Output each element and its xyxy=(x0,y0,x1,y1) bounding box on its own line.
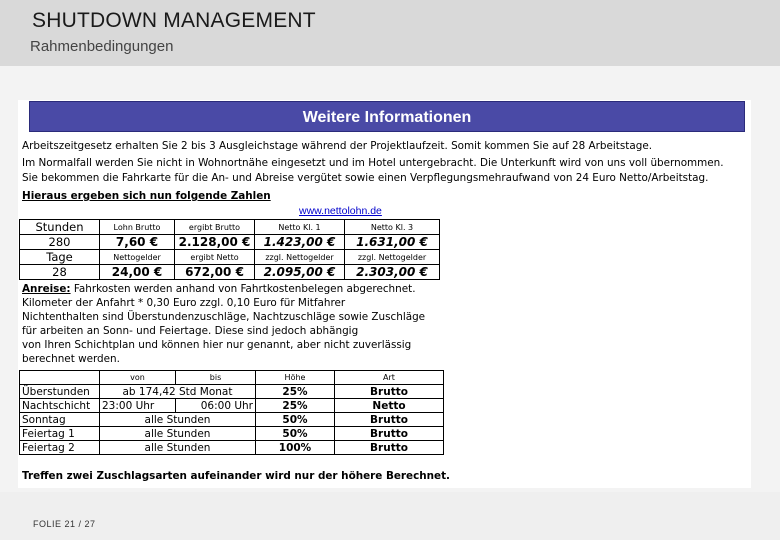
travel-label: Anreise: xyxy=(22,283,71,295)
surcharge-header-hoehe: Höhe xyxy=(256,371,335,385)
pay-value-zzgl-3: 2.303,00 € xyxy=(345,265,440,280)
travel-line-6: berechnet werden. xyxy=(22,353,120,365)
pay-header-ergibt-brutto: ergibt Brutto xyxy=(175,220,255,235)
slide-number: FOLIE 21 / 27 xyxy=(33,519,96,529)
travel-line-1 xyxy=(22,283,416,295)
surcharge-row-range: ab 174,42 Std Monat xyxy=(100,385,256,399)
surcharge-table xyxy=(19,370,444,455)
surcharge-header-art: Art xyxy=(335,371,444,385)
intro-line-3: Sie bekommen die Fahrkarte für die An- und Abreise vergütet sowie einen Verpflegungsmehraufwand von 24 Euro Netto/Arbeitstag. xyxy=(22,172,709,184)
surcharge-row-art: Brutto xyxy=(335,413,444,427)
surcharge-row-art: Netto xyxy=(335,399,444,413)
surcharge-row-hoehe: 25% xyxy=(256,385,335,399)
travel-line-4: für arbeiten an Sonn- und Feiertage. Diese sind jedoch abhängig xyxy=(22,325,359,337)
surcharge-row-von: 23:00 Uhr xyxy=(100,399,176,413)
surcharge-row-range: alle Stunden xyxy=(100,441,256,455)
numbers-heading: Hieraus ergeben sich nun folgende Zahlen xyxy=(22,190,271,202)
surcharge-header-von: von xyxy=(100,371,176,385)
travel-line-3: Nichtenthalten sind Überstundenzuschläge, Nachtzuschläge sowie Zuschläge xyxy=(22,311,426,323)
intro-line-2: Im Normalfall werden Sie nicht in Wohnortnähe eingesetzt und im Hotel untergebracht. Die Unterkunft wird von uns voll übernommen. xyxy=(22,157,724,169)
surcharge-row-name: Überstunden xyxy=(20,385,100,399)
surcharge-row-name: Feiertag 1 xyxy=(20,427,100,441)
pay-left-1: Stunden xyxy=(20,220,100,235)
pay-value-zzgl-1: 2.095,00 € xyxy=(255,265,345,280)
pay-table xyxy=(19,219,440,280)
pay-left-3: Tage xyxy=(20,250,100,265)
surcharge-row-bis: 06:00 Uhr xyxy=(176,399,256,413)
surcharge-row-range: alle Stunden xyxy=(100,413,256,427)
pay-header-zzgl-1: zzgl. Nettogelder xyxy=(255,250,345,265)
slide-footer xyxy=(0,492,780,540)
surcharge-header-empty xyxy=(20,371,100,385)
closing-note: Treffen zwei Zuschlagsarten aufeinander wird nur der höhere Berechnet. xyxy=(22,470,450,482)
slide-title: SHUTDOWN MANAGEMENT xyxy=(32,9,316,32)
pay-value-netto-kl3: 1.631,00 € xyxy=(345,235,440,250)
surcharge-row-art: Brutto xyxy=(335,427,444,441)
pay-left-2: 280 xyxy=(20,235,100,250)
surcharge-row-art: Brutto xyxy=(335,441,444,455)
travel-line-2: Kilometer der Anfahrt * 0,30 Euro zzgl. 0,10 Euro für Mitfahrer xyxy=(22,297,346,309)
slide-header xyxy=(0,0,780,66)
surcharge-row-hoehe: 25% xyxy=(256,399,335,413)
pay-header-ergibt-netto: ergibt Netto xyxy=(175,250,255,265)
pay-header-zzgl-3: zzgl. Nettogelder xyxy=(345,250,440,265)
pay-value-lohn-brutto: 7,60 € xyxy=(100,235,175,250)
nettolohn-link[interactable]: www.nettolohn.de xyxy=(299,205,382,217)
pay-header-netto-kl3: Netto Kl. 3 xyxy=(345,220,440,235)
pay-header-lohn-brutto: Lohn Brutto xyxy=(100,220,175,235)
surcharge-row-name: Feiertag 2 xyxy=(20,441,100,455)
surcharge-row-hoehe: 50% xyxy=(256,413,335,427)
intro-line-1: Arbeitszeitgesetz erhalten Sie 2 bis 3 Ausgleichstage während der Projektlaufzeit. Somit kommen Sie auf 28 Arbeitstage. xyxy=(22,140,653,152)
pay-value-ergibt-netto: 672,00 € xyxy=(175,265,255,280)
surcharge-row-hoehe: 50% xyxy=(256,427,335,441)
surcharge-row-range: alle Stunden xyxy=(100,427,256,441)
surcharge-header-bis: bis xyxy=(176,371,256,385)
surcharge-row-name: Sonntag xyxy=(20,413,100,427)
pay-value-netto-kl1: 1.423,00 € xyxy=(255,235,345,250)
slide-subtitle: Rahmenbedingungen xyxy=(30,38,174,55)
surcharge-row-art: Brutto xyxy=(335,385,444,399)
pay-value-ergibt-brutto: 2.128,00 € xyxy=(175,235,255,250)
travel-text: Fahrkosten werden anhand von Fahrtkostenbelegen abgerechnet. xyxy=(70,283,416,295)
surcharge-row-hoehe: 100% xyxy=(256,441,335,455)
pay-value-nettogelder: 24,00 € xyxy=(100,265,175,280)
pay-left-4: 28 xyxy=(20,265,100,280)
pay-header-nettogelder: Nettogelder xyxy=(100,250,175,265)
surcharge-row-name: Nachtschicht xyxy=(20,399,100,413)
section-title: Weitere Informationen xyxy=(29,101,745,132)
pay-header-netto-kl1: Netto Kl. 1 xyxy=(255,220,345,235)
travel-line-5: von Ihren Schichtplan und können hier nur genannt, aber nicht zuverlässig xyxy=(22,339,412,351)
